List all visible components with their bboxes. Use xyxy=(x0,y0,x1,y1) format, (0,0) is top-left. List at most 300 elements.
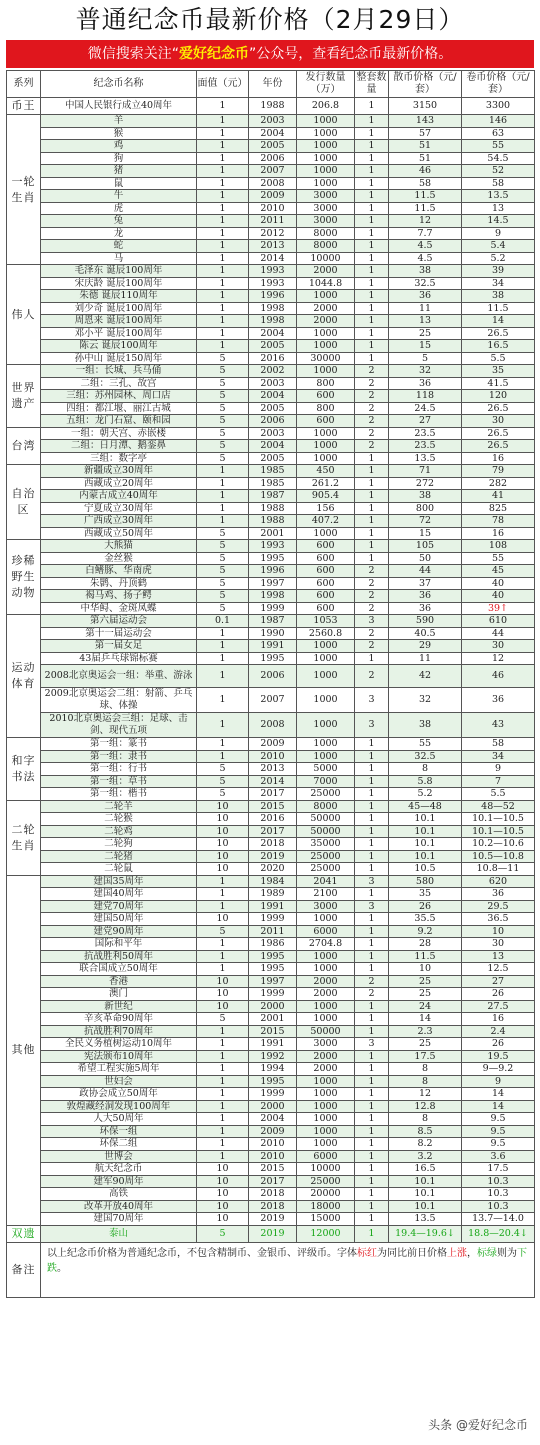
cell-qty: 1000 xyxy=(297,290,355,303)
cell-roll: 10.3 xyxy=(462,1175,535,1188)
cell-loose: 72 xyxy=(389,515,462,528)
cell-roll: 26.5 xyxy=(462,327,535,340)
table-row xyxy=(7,440,535,453)
cell-face: 5 xyxy=(197,775,249,788)
table-row xyxy=(7,415,535,428)
cell-name: 宁夏成立30周年 xyxy=(41,502,197,515)
cell-roll: 5.5 xyxy=(462,788,535,801)
table-row xyxy=(7,950,535,963)
cell-year: 2004 xyxy=(249,127,297,140)
cell-set: 2 xyxy=(355,390,389,403)
cell-roll: 41 xyxy=(462,490,535,503)
cell-year: 1999 xyxy=(249,913,297,926)
cell-year: 1986 xyxy=(249,938,297,951)
table-row xyxy=(7,813,535,826)
cell-roll: 45 xyxy=(462,565,535,578)
cell-set: 2 xyxy=(355,565,389,578)
cell-roll: 10.3 xyxy=(462,1200,535,1213)
header-year: 年份 xyxy=(249,71,297,98)
cell-roll: 9.5 xyxy=(462,1125,535,1138)
cell-loose: 10.1 xyxy=(389,825,462,838)
table-row xyxy=(7,1150,535,1163)
cell-roll: 10.2—10.6 xyxy=(462,838,535,851)
cell-year: 2017 xyxy=(249,788,297,801)
cell-loose: 10.1 xyxy=(389,838,462,851)
cell-name: 建国70周年 xyxy=(41,1213,197,1226)
cell-name: 鼠 xyxy=(41,177,197,190)
cell-loose: 40.5 xyxy=(389,627,462,640)
cell-loose: 58 xyxy=(389,177,462,190)
cell-face: 10 xyxy=(197,863,249,876)
cell-year: 2013 xyxy=(249,763,297,776)
cell-loose: 37 xyxy=(389,577,462,590)
cell-name: 中国人民银行成立40周年 xyxy=(41,98,197,115)
cell-loose: 7.7 xyxy=(389,227,462,240)
cell-name: 西藏成立50周年 xyxy=(41,527,197,540)
table-row xyxy=(7,452,535,465)
cell-year: 2014 xyxy=(249,252,297,265)
cell-set: 1 xyxy=(355,340,389,353)
cell-face: 5 xyxy=(197,1225,249,1242)
cell-roll: 27 xyxy=(462,975,535,988)
table-row xyxy=(7,402,535,415)
cell-name: 牛 xyxy=(41,190,197,203)
cell-roll: 55 xyxy=(462,140,535,153)
cell-qty: 156 xyxy=(297,502,355,515)
table-row xyxy=(7,190,535,203)
cell-name: 四组：都江堰、丽江古城 xyxy=(41,402,197,415)
cell-set: 1 xyxy=(355,452,389,465)
cell-roll: 13 xyxy=(462,202,535,215)
cell-qty: 50000 xyxy=(297,825,355,838)
cell-name: 环保二组 xyxy=(41,1138,197,1151)
cell-face: 10 xyxy=(197,1200,249,1213)
table-row xyxy=(7,165,535,178)
header-qty: 发行数量（万） xyxy=(297,71,355,98)
cell-loose: 50 xyxy=(389,552,462,565)
cell-year: 2015 xyxy=(249,1025,297,1038)
cell-qty: 600 xyxy=(297,415,355,428)
cell-year: 2000 xyxy=(249,1000,297,1013)
cell-qty: 1000 xyxy=(297,365,355,378)
cell-name: 澳门 xyxy=(41,988,197,1001)
cell-loose: 8 xyxy=(389,1075,462,1088)
cell-face: 1 xyxy=(197,1113,249,1126)
table-row xyxy=(7,477,535,490)
table-row xyxy=(7,963,535,976)
cell-face: 10 xyxy=(197,1175,249,1188)
cell-year: 1988 xyxy=(249,502,297,515)
cell-qty: 1000 xyxy=(297,688,355,713)
table-row xyxy=(7,938,535,951)
table-row xyxy=(7,975,535,988)
cell-loose: 32 xyxy=(389,688,462,713)
cell-year: 1998 xyxy=(249,590,297,603)
cell-face: 5 xyxy=(197,925,249,938)
cell-loose: 11 xyxy=(389,302,462,315)
cell-year: 2006 xyxy=(249,152,297,165)
cell-name: 第十一届运动会 xyxy=(41,627,197,640)
cell-set: 1 xyxy=(355,813,389,826)
cell-loose: 5 xyxy=(389,352,462,365)
cell-set: 1 xyxy=(355,115,389,128)
cell-roll: 30 xyxy=(462,938,535,951)
cell-face: 1 xyxy=(197,665,249,688)
cell-loose: 800 xyxy=(389,502,462,515)
cell-name: 政协会成立50周年 xyxy=(41,1088,197,1101)
cell-qty: 1000 xyxy=(297,1100,355,1113)
cell-face: 1 xyxy=(197,127,249,140)
cell-face: 1 xyxy=(197,515,249,528)
cell-face: 1 xyxy=(197,215,249,228)
table-row xyxy=(7,465,535,478)
cell-roll: 610 xyxy=(462,615,535,628)
cell-name: 宪法颁布10周年 xyxy=(41,1050,197,1063)
header-roll: 卷币价格（元/套） xyxy=(462,71,535,98)
cell-name: 二轮狗 xyxy=(41,838,197,851)
note-up-label: 上涨 xyxy=(447,1247,467,1259)
cell-name: 金丝猴 xyxy=(41,552,197,565)
cell-roll: 26 xyxy=(462,1038,535,1051)
cell-name: 一组：朝天宫、赤嵌楼 xyxy=(41,427,197,440)
cell-qty: 2041 xyxy=(297,875,355,888)
cell-year: 1984 xyxy=(249,875,297,888)
cell-name: 建军90周年 xyxy=(41,1175,197,1188)
cell-loose: 51 xyxy=(389,152,462,165)
series-label: 伟人 xyxy=(7,265,41,365)
cell-year: 1997 xyxy=(249,975,297,988)
cell-face: 1 xyxy=(197,750,249,763)
cell-face: 5 xyxy=(197,527,249,540)
cell-set: 1 xyxy=(355,1225,389,1242)
cell-set: 2 xyxy=(355,590,389,603)
cell-face: 1 xyxy=(197,950,249,963)
series-label: 珍稀野生动物 xyxy=(7,540,41,615)
cell-face: 1 xyxy=(197,502,249,515)
banner-highlight: 爱好纪念币 xyxy=(179,46,249,62)
cell-name: 刘少奇 诞辰100周年 xyxy=(41,302,197,315)
cell-loose: 26 xyxy=(389,900,462,913)
cell-year: 1995 xyxy=(249,963,297,976)
cell-year: 1988 xyxy=(249,515,297,528)
cell-face: 1 xyxy=(197,190,249,203)
cell-face: 10 xyxy=(197,975,249,988)
cell-name: 二轮鼠 xyxy=(41,863,197,876)
cell-face: 1 xyxy=(197,165,249,178)
table-row xyxy=(7,602,535,615)
cell-set: 1 xyxy=(355,540,389,553)
cell-year: 2013 xyxy=(249,240,297,253)
table-row xyxy=(7,1075,535,1088)
cell-roll: 5.5 xyxy=(462,352,535,365)
cell-year: 2002 xyxy=(249,365,297,378)
cell-roll: 120 xyxy=(462,390,535,403)
cell-face: 10 xyxy=(197,1213,249,1226)
cell-name: 43届乒乓球锦标赛 xyxy=(41,652,197,665)
cell-qty: 450 xyxy=(297,465,355,478)
cell-set: 1 xyxy=(355,925,389,938)
cell-qty: 1000 xyxy=(297,750,355,763)
cell-year: 2011 xyxy=(249,215,297,228)
cell-year: 2008 xyxy=(249,713,297,738)
cell-name: 猪 xyxy=(41,165,197,178)
cell-roll: 46 xyxy=(462,665,535,688)
cell-set: 1 xyxy=(355,127,389,140)
cell-set: 1 xyxy=(355,913,389,926)
header-series: 系列 xyxy=(7,71,41,98)
cell-qty: 25000 xyxy=(297,863,355,876)
cell-roll: 54.5 xyxy=(462,152,535,165)
cell-name: 全民义务植树运动10周年 xyxy=(41,1038,197,1051)
cell-set: 1 xyxy=(355,1200,389,1213)
cell-qty: 15000 xyxy=(297,1213,355,1226)
cell-face: 10 xyxy=(197,825,249,838)
cell-set: 1 xyxy=(355,98,389,115)
cell-loose: 23.5 xyxy=(389,427,462,440)
table-row xyxy=(7,202,535,215)
cell-name: 邓小平 诞辰100周年 xyxy=(41,327,197,340)
cell-face: 5 xyxy=(197,763,249,776)
note-label: 备注 xyxy=(7,1242,41,1297)
cell-loose: 4.5 xyxy=(389,240,462,253)
cell-face: 10 xyxy=(197,1163,249,1176)
cell-year: 1993 xyxy=(249,540,297,553)
cell-set: 1 xyxy=(355,240,389,253)
cell-qty: 1000 xyxy=(297,327,355,340)
cell-set: 1 xyxy=(355,938,389,951)
cell-qty: 3000 xyxy=(297,215,355,228)
cell-face: 10 xyxy=(197,913,249,926)
cell-face: 1 xyxy=(197,875,249,888)
table-row xyxy=(7,863,535,876)
cell-name: 希望工程实施5周年 xyxy=(41,1063,197,1076)
cell-qty: 600 xyxy=(297,590,355,603)
cell-roll: 16 xyxy=(462,452,535,465)
cell-qty: 1000 xyxy=(297,452,355,465)
cell-qty: 1000 xyxy=(297,1138,355,1151)
cell-set: 1 xyxy=(355,1000,389,1013)
cell-roll: 19.5 xyxy=(462,1050,535,1063)
cell-set: 1 xyxy=(355,527,389,540)
cell-loose: 5.2 xyxy=(389,788,462,801)
cell-set: 1 xyxy=(355,652,389,665)
cell-set: 1 xyxy=(355,888,389,901)
cell-qty: 905.4 xyxy=(297,490,355,503)
series-label: 二轮生肖 xyxy=(7,800,41,875)
cell-face: 10 xyxy=(197,1188,249,1201)
cell-set: 1 xyxy=(355,352,389,365)
cell-qty: 600 xyxy=(297,390,355,403)
cell-name: 二轮猪 xyxy=(41,850,197,863)
cell-roll: 40 xyxy=(462,590,535,603)
cell-name: 联合国成立50周年 xyxy=(41,963,197,976)
note-green-label: 标绿 xyxy=(477,1247,497,1259)
cell-loose: 51 xyxy=(389,140,462,153)
table-row xyxy=(7,925,535,938)
cell-name: 2008北京奥运会一组：举重、游泳 xyxy=(41,665,197,688)
cell-qty: 25000 xyxy=(297,850,355,863)
table-row xyxy=(7,127,535,140)
cell-roll: 41.5 xyxy=(462,377,535,390)
cell-year: 2001 xyxy=(249,527,297,540)
cell-qty: 10000 xyxy=(297,1163,355,1176)
cell-set: 3 xyxy=(355,1038,389,1051)
cell-name: 建国35周年 xyxy=(41,875,197,888)
cell-qty: 2000 xyxy=(297,1050,355,1063)
cell-year: 2018 xyxy=(249,1188,297,1201)
cell-name: 一组：长城、兵马俑 xyxy=(41,365,197,378)
cell-loose: 42 xyxy=(389,665,462,688)
cell-loose: 13.5 xyxy=(389,452,462,465)
banner-suffix: ”公众号，查看纪念币最新价格。 xyxy=(249,46,453,62)
table-row xyxy=(7,277,535,290)
header-loose: 散币价格（元/套） xyxy=(389,71,462,98)
cell-face: 5 xyxy=(197,390,249,403)
cell-name: 毛泽东 诞辰100周年 xyxy=(41,265,197,278)
cell-year: 1985 xyxy=(249,465,297,478)
cell-face: 5 xyxy=(197,427,249,440)
cell-name: 建国40周年 xyxy=(41,888,197,901)
cell-year: 1992 xyxy=(249,1050,297,1063)
cell-name: 朱德 诞辰110周年 xyxy=(41,290,197,303)
cell-qty: 3000 xyxy=(297,202,355,215)
cell-set: 1 xyxy=(355,850,389,863)
cell-qty: 600 xyxy=(297,552,355,565)
cell-year: 1998 xyxy=(249,315,297,328)
cell-loose: 590 xyxy=(389,615,462,628)
cell-name: 二轮羊 xyxy=(41,800,197,813)
cell-qty: 1053 xyxy=(297,615,355,628)
cell-qty: 800 xyxy=(297,402,355,415)
series-label: 币王 xyxy=(7,98,41,115)
cell-loose: 10.1 xyxy=(389,1188,462,1201)
cell-roll: 26.5 xyxy=(462,427,535,440)
cell-name: 大熊猫 xyxy=(41,540,197,553)
cell-face: 1 xyxy=(197,1050,249,1063)
cell-qty: 1000 xyxy=(297,115,355,128)
cell-loose: 3150 xyxy=(389,98,462,115)
cell-year: 1999 xyxy=(249,988,297,1001)
cell-name: 龙 xyxy=(41,227,197,240)
cell-roll: 58 xyxy=(462,177,535,190)
cell-face: 1 xyxy=(197,302,249,315)
table-row xyxy=(7,302,535,315)
cell-roll: 14 xyxy=(462,315,535,328)
cell-face: 5 xyxy=(197,565,249,578)
cell-year: 2005 xyxy=(249,402,297,415)
cell-set: 1 xyxy=(355,252,389,265)
cell-qty: 30000 xyxy=(297,352,355,365)
cell-set: 1 xyxy=(355,315,389,328)
cell-roll: 825 xyxy=(462,502,535,515)
cell-loose: 32.5 xyxy=(389,277,462,290)
cell-face: 1 xyxy=(197,1038,249,1051)
note-red-label: 标红 xyxy=(357,1247,377,1259)
cell-loose: 105 xyxy=(389,540,462,553)
cell-loose: 32.5 xyxy=(389,750,462,763)
cell-face: 1 xyxy=(197,465,249,478)
cell-year: 2010 xyxy=(249,1138,297,1151)
cell-loose: 3.2 xyxy=(389,1150,462,1163)
cell-loose: 36 xyxy=(389,290,462,303)
cell-roll: 14 xyxy=(462,1100,535,1113)
page-title: 普通纪念币最新价格（2月29日） xyxy=(75,5,465,34)
cell-year: 2004 xyxy=(249,1113,297,1126)
cell-face: 10 xyxy=(197,838,249,851)
cell-name: 朱鹮、丹顶鹤 xyxy=(41,577,197,590)
cell-name: 羊 xyxy=(41,115,197,128)
cell-year: 1995 xyxy=(249,552,297,565)
cell-year: 2004 xyxy=(249,440,297,453)
cell-face: 1 xyxy=(197,290,249,303)
cell-loose: 8.5 xyxy=(389,1125,462,1138)
cell-loose: 24 xyxy=(389,1000,462,1013)
table-row xyxy=(7,825,535,838)
cell-year: 1996 xyxy=(249,290,297,303)
cell-loose: 28 xyxy=(389,938,462,951)
cell-face: 1 xyxy=(197,1025,249,1038)
table-row xyxy=(7,640,535,653)
cell-set: 1 xyxy=(355,165,389,178)
cell-name: 五组：龙门石窟、颐和园 xyxy=(41,415,197,428)
cell-qty: 1000 xyxy=(297,738,355,751)
cell-face: 5 xyxy=(197,402,249,415)
cell-roll: 9 xyxy=(462,1075,535,1088)
table-row xyxy=(7,240,535,253)
cell-name: 孙中山 诞辰150周年 xyxy=(41,352,197,365)
cell-loose: 25 xyxy=(389,1038,462,1051)
table-row xyxy=(7,1050,535,1063)
cell-loose: 15 xyxy=(389,527,462,540)
cell-face: 1 xyxy=(197,490,249,503)
cell-year: 1987 xyxy=(249,490,297,503)
cell-loose: 118 xyxy=(389,390,462,403)
cell-year: 2018 xyxy=(249,1200,297,1213)
cell-roll: 108 xyxy=(462,540,535,553)
cell-qty: 25000 xyxy=(297,788,355,801)
cell-set: 1 xyxy=(355,1075,389,1088)
table-row xyxy=(7,98,535,115)
cell-roll: 10.3 xyxy=(462,1188,535,1201)
cell-name: 二轮鸡 xyxy=(41,825,197,838)
cell-set: 1 xyxy=(355,1088,389,1101)
table-row xyxy=(7,1200,535,1213)
cell-face: 1 xyxy=(197,1088,249,1101)
cell-loose: 14 xyxy=(389,1013,462,1026)
cell-year: 2006 xyxy=(249,665,297,688)
cell-qty: 1000 xyxy=(297,963,355,976)
series-label: 世界遗产 xyxy=(7,365,41,428)
cell-set: 2 xyxy=(355,577,389,590)
table-row xyxy=(7,1100,535,1113)
cell-set: 1 xyxy=(355,825,389,838)
table-row xyxy=(7,252,535,265)
cell-roll: 3.6 xyxy=(462,1150,535,1163)
table-row xyxy=(7,115,535,128)
cell-loose: 272 xyxy=(389,477,462,490)
table-row xyxy=(7,1125,535,1138)
cell-loose: 12 xyxy=(389,1088,462,1101)
cell-qty: 1000 xyxy=(297,950,355,963)
cell-qty: 25000 xyxy=(297,1175,355,1188)
cell-loose: 44 xyxy=(389,565,462,578)
cell-year: 1997 xyxy=(249,577,297,590)
table-row xyxy=(7,177,535,190)
cell-qty: 2000 xyxy=(297,1063,355,1076)
cell-qty: 1000 xyxy=(297,913,355,926)
cell-set: 2 xyxy=(355,427,389,440)
cell-roll: 34 xyxy=(462,750,535,763)
